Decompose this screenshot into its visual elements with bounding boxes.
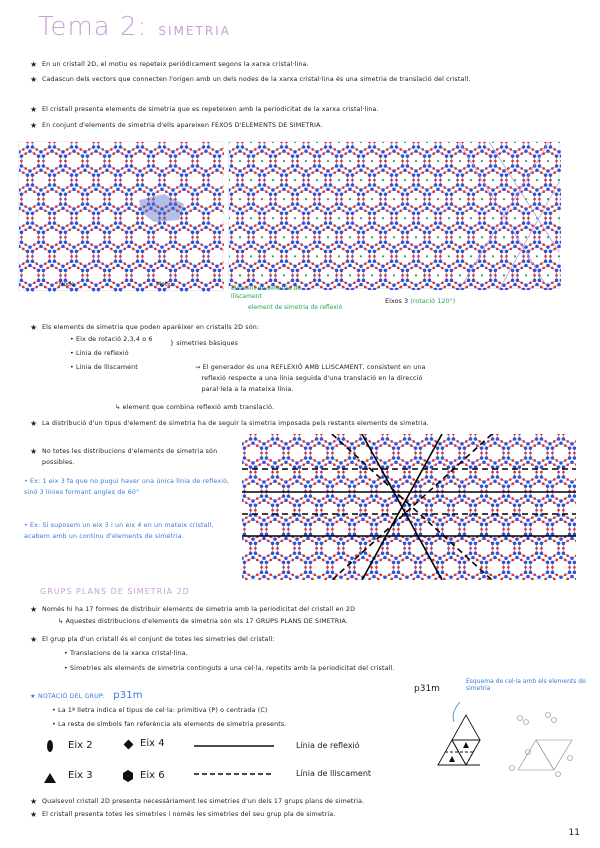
final-bullet-2: ★ El cristall presenta totes les simetries i només les simetries del seu grup pla de simetria. <box>30 810 336 819</box>
intro-bullet-4: ★ En conjunt d'elements de simetria d'ells apareixen FEXOS D'ELEMENTS DE SIMETRIA. <box>30 121 323 130</box>
intro-bullet-3: ★ El cristall presenta elements de simetria que es repeteixen amb la periodicitat de la xarxa cristal·lina. <box>30 105 379 114</box>
side-note-1: • Ex: 1 eix 3 fa que no pugui haver una única línia de reflexió, sinó 3 línies formant angles de 60° <box>24 478 230 496</box>
section2-sub-2: • Simetries als elements de simetria continguts a una cel·la, repetits amb la periodicitat del cristall. <box>64 665 395 672</box>
eix2-icon <box>47 740 53 752</box>
p31m-figure <box>408 670 588 790</box>
p31m-diagram <box>408 670 588 790</box>
label-lliscament: Element de simetria de lliscament <box>231 285 302 300</box>
notation-line-2: • La resta de símbols fan referència als elements de simetria presents. <box>52 721 287 728</box>
legend-eix3: Eix 3 <box>68 770 93 781</box>
motiu-label: Motiu <box>156 281 173 288</box>
notation-line-1: • La 1ª lletra indica el tipus de cel·la: primitiva (P) o centrada (C) <box>52 707 268 714</box>
lliscament-desc-2: ↳ element que combina reflexió amb translació. <box>115 404 275 411</box>
page-number: 11 <box>568 828 580 838</box>
final-bullet-1: ★ Qualsevol cristall 2D presenta necessàriament les simetries d'un dels 17 grups plans de simetria. <box>30 797 365 806</box>
label-reflexio: element de simetria de reflexió <box>248 304 343 311</box>
crystal-figure-1 <box>18 141 223 291</box>
legend-lliscament: Línia de lliscament <box>296 769 372 778</box>
page-title <box>38 12 231 42</box>
section2-bullet-3: ★ El grup pla d'un cristall és el conjunt de totes les simetries del cristall: <box>30 635 275 644</box>
section2-bullet-1: ★ Només hi ha 17 formes de distribuir elements de simetria amb la periodicitat del cristall en 2D <box>30 605 356 614</box>
elements-note: } simetries bàsiques <box>170 340 239 347</box>
crystal-lattice-1 <box>19 142 224 292</box>
notation-label: ★ NOTACIÓ DEL GRUP: p31m <box>30 690 143 701</box>
crystal-figure-2 <box>228 141 560 289</box>
p31m-title: p31m <box>414 684 440 694</box>
p31m-note: Esquema de cel·la amb els elements de simetria <box>466 678 586 692</box>
distribution-bullet-2: ★ No totes les distribucions d'elements de simetria són possibles. <box>30 447 218 466</box>
legend-eix4: Eix 4 <box>140 738 165 749</box>
intro-bullet-2: ★ Cadascun dels vectors que connecten l'origen amb un dels nodes de la xarxa cristal·lina és una simetria de translació del cristall. <box>30 75 471 84</box>
elements-intro: ★ Els elements de simetria que poden aparèixer en cristalls 2D són: <box>30 323 260 332</box>
element-item-2: • Línia de reflexió <box>70 350 129 357</box>
symbol-legend <box>44 738 384 788</box>
eix3-icon <box>44 773 56 783</box>
node-label: Node <box>59 281 75 288</box>
element-item-1: • Eix de rotació 2,3,4 o 6 <box>70 336 153 343</box>
section2-title: GRUPS PLANS DE SIMETRIA 2D <box>40 587 190 596</box>
title-sub: SIMETRIA <box>158 24 231 38</box>
legend-reflexio: Línia de reflexió <box>296 741 360 750</box>
eix4-icon <box>124 740 134 750</box>
crystal-figure-3 <box>242 434 576 580</box>
label-eixos: Eixos 3 (rotació 120°) <box>385 297 456 305</box>
distribution-bullet-1: ★ La distribució d'un tipus d'element de simetria ha de seguir la simetria imposada pels restants elements de simetria. <box>30 419 429 428</box>
legend-eix6: Eix 6 <box>140 770 165 781</box>
side-note-2: • Ex: Si suposem un eix 3 i un eix 4 en un mateix cristall, acabem amb un continu d'elements de simetria. <box>24 522 214 540</box>
intro-bullet-1: ★ En un cristall 2D, el motiu es repeteix periòdicament segons la xarxa cristal·lina. <box>30 60 309 69</box>
section2-sub-1: • Translacions de la xarxa cristal·lina. <box>64 650 188 657</box>
crystal-lattice-3 <box>242 434 576 580</box>
lliscament-desc: → El generador és una REFLEXIÓ AMB LLISCAMENT, consistent en una reflexió respecte a una línia seguida d'una translació en la direcció paral·lela a la mateixa línia. <box>195 364 426 393</box>
legend-eix2: Eix 2 <box>68 740 93 751</box>
eix6-icon <box>123 770 133 782</box>
title-main: Tema 2: <box>38 12 148 42</box>
element-item-3: • Línia de lliscament <box>70 364 138 371</box>
crystal-lattice-2 <box>229 142 561 290</box>
section2-bullet-2: ↳ Aquestes distribucions d'elements de simetria són els 17 GRUPS PLANS DE SIMETRIA. <box>58 618 348 625</box>
